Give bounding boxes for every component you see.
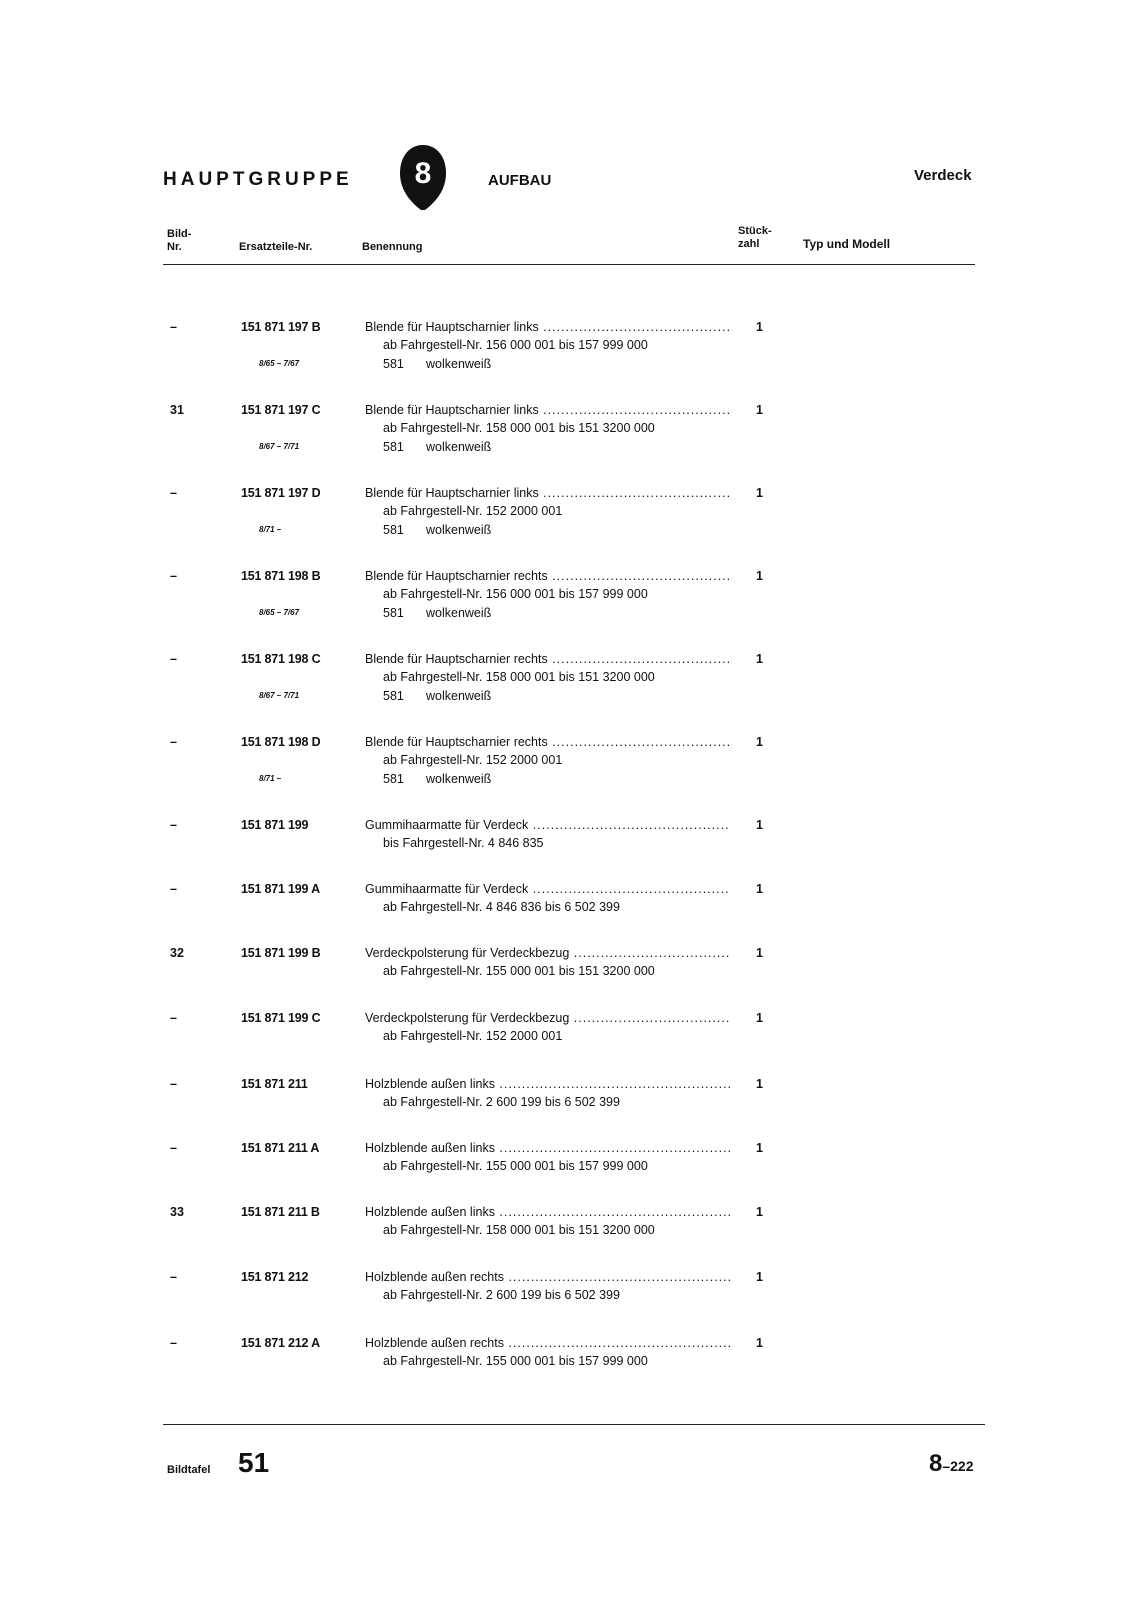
part-description: Blende für Hauptscharnier links .....	[365, 486, 730, 500]
chassis-range: ab Fahrgestell-Nr. 158 000 001 bis 151 3200 000	[383, 421, 655, 435]
quantity: 1	[756, 1205, 763, 1219]
table-row	[0, 1270, 1135, 1340]
validity-date: 8/71 –	[259, 774, 282, 783]
bild-nr: –	[170, 569, 177, 583]
bild-nr: –	[170, 486, 177, 500]
validity-date: 8/71 –	[259, 525, 282, 534]
bild-nr: –	[170, 735, 177, 749]
part-description: Verdeckpolsterung für Verdeckbezug .....	[365, 946, 730, 960]
column-bild-nr-line1: Bild-	[167, 228, 192, 240]
part-number: 151 871 199 A	[241, 882, 320, 896]
part-description: Blende für Hauptscharnier rechts .....	[365, 569, 730, 583]
part-description: Holzblende außen rechts .....	[365, 1270, 730, 1284]
chassis-range: ab Fahrgestell-Nr. 2 600 199 bis 6 502 399	[383, 1288, 620, 1302]
chassis-range: ab Fahrgestell-Nr. 155 000 001 bis 157 999 000	[383, 1159, 648, 1173]
header-rule	[163, 264, 975, 265]
part-number: 151 871 211 A	[241, 1141, 320, 1155]
group-label: HAUPTGRUPPE	[163, 169, 353, 190]
table-row	[0, 652, 1135, 722]
color-code: 581	[383, 357, 404, 371]
table-row	[0, 882, 1135, 952]
column-quantity-line1: Stück-	[738, 225, 772, 237]
part-number: 151 871 212 A	[241, 1336, 320, 1350]
chassis-range: ab Fahrgestell-Nr. 4 846 836 bis 6 502 399	[383, 900, 620, 914]
bild-nr: –	[170, 1077, 177, 1091]
chassis-range: ab Fahrgestell-Nr. 152 2000 001	[383, 1029, 563, 1043]
page-number-major: 8	[929, 1450, 943, 1477]
table-row	[0, 1077, 1135, 1147]
table-row	[0, 403, 1135, 473]
column-name: Benennung	[362, 241, 423, 253]
color-name: wolkenweiß	[426, 606, 492, 620]
column-part-number: Ersatzteile-Nr.	[239, 241, 313, 253]
bild-nr: –	[170, 1141, 177, 1155]
chassis-range: bis Fahrgestell-Nr. 4 846 835	[383, 836, 544, 850]
chassis-range: ab Fahrgestell-Nr. 156 000 001 bis 157 999 000	[383, 338, 648, 352]
color-line	[383, 689, 491, 703]
chassis-range: ab Fahrgestell-Nr. 158 000 001 bis 151 3200 000	[383, 670, 655, 684]
table-row	[0, 320, 1135, 390]
part-number: 151 871 197 C	[241, 403, 321, 417]
quantity: 1	[756, 1336, 763, 1350]
quantity: 1	[756, 882, 763, 896]
quantity: 1	[756, 735, 763, 749]
bild-nr: –	[170, 652, 177, 666]
quantity: 1	[756, 1141, 763, 1155]
column-bild-nr-line2: Nr.	[167, 241, 182, 253]
part-description: Blende für Hauptscharnier rechts .....	[365, 652, 730, 666]
group-name: AUFBAU	[488, 172, 552, 189]
color-line	[383, 523, 491, 537]
table-row	[0, 1011, 1135, 1081]
part-number: 151 871 211 B	[241, 1205, 320, 1219]
part-number: 151 871 198 C	[241, 652, 321, 666]
part-description: Blende für Hauptscharnier links .....	[365, 320, 730, 334]
quantity: 1	[756, 1011, 763, 1025]
part-description: Blende für Hauptscharnier rechts .....	[365, 735, 730, 749]
page-number-minor: –222	[942, 1458, 974, 1474]
color-line	[383, 606, 491, 620]
color-name: wolkenweiß	[426, 523, 492, 537]
chassis-range: ab Fahrgestell-Nr. 158 000 001 bis 151 3200 000	[383, 1223, 655, 1237]
part-number: 151 871 197 B	[241, 320, 321, 334]
group-number: 8	[414, 157, 432, 190]
color-code: 581	[383, 606, 404, 620]
part-description: Gummihaarmatte für Verdeck .....	[365, 882, 730, 896]
quantity: 1	[756, 1077, 763, 1091]
bild-nr: 33	[170, 1205, 184, 1219]
section-title: Verdeck	[914, 167, 972, 184]
validity-date: 8/67 – 7/71	[259, 442, 300, 451]
bild-nr: 32	[170, 946, 184, 960]
bildtafel-label: Bildtafel	[167, 1464, 211, 1476]
bild-nr: –	[170, 1011, 177, 1025]
part-number: 151 871 199 B	[241, 946, 321, 960]
color-code: 581	[383, 689, 404, 703]
color-line	[383, 440, 491, 454]
quantity: 1	[756, 818, 763, 832]
part-description: Holzblende außen links .....	[365, 1077, 730, 1091]
quantity: 1	[756, 486, 763, 500]
bildtafel-number: 51	[238, 1447, 270, 1478]
table-row	[0, 1141, 1135, 1211]
table-row	[0, 1336, 1135, 1406]
part-number: 151 871 212	[241, 1270, 309, 1284]
color-name: wolkenweiß	[426, 440, 492, 454]
color-name: wolkenweiß	[426, 689, 492, 703]
part-number: 151 871 198 D	[241, 735, 321, 749]
chassis-range: ab Fahrgestell-Nr. 152 2000 001	[383, 504, 563, 518]
table-row	[0, 486, 1135, 556]
group-number-badge	[399, 143, 447, 211]
part-number: 151 871 211	[241, 1077, 308, 1091]
validity-date: 8/67 – 7/71	[259, 691, 300, 700]
part-description: Blende für Hauptscharnier links .....	[365, 403, 730, 417]
validity-date: 8/65 – 7/67	[259, 359, 300, 368]
part-description: Holzblende außen links .....	[365, 1205, 730, 1219]
chassis-range: ab Fahrgestell-Nr. 156 000 001 bis 157 999 000	[383, 587, 648, 601]
quantity: 1	[756, 1270, 763, 1284]
column-quantity-line2: zahl	[738, 238, 760, 250]
color-code: 581	[383, 440, 404, 454]
quantity: 1	[756, 946, 763, 960]
chassis-range: ab Fahrgestell-Nr. 155 000 001 bis 151 3200 000	[383, 964, 655, 978]
part-description: Verdeckpolsterung für Verdeckbezug .....	[365, 1011, 730, 1025]
color-name: wolkenweiß	[426, 357, 492, 371]
bild-nr: –	[170, 818, 177, 832]
quantity: 1	[756, 569, 763, 583]
footer-rule	[163, 1424, 985, 1425]
column-bild-nr	[167, 228, 191, 254]
bild-nr: –	[170, 1336, 177, 1350]
color-name: wolkenweiß	[426, 772, 492, 786]
table-row	[0, 946, 1135, 1016]
bild-nr: 31	[170, 403, 184, 417]
color-code: 581	[383, 772, 404, 786]
page-number	[929, 1450, 974, 1478]
part-number: 151 871 199 C	[241, 1011, 321, 1025]
bild-nr: –	[170, 1270, 177, 1284]
color-line	[383, 772, 491, 786]
quantity: 1	[756, 403, 763, 417]
quantity: 1	[756, 652, 763, 666]
column-quantity	[738, 225, 772, 251]
chassis-range: ab Fahrgestell-Nr. 2 600 199 bis 6 502 399	[383, 1095, 620, 1109]
table-row	[0, 569, 1135, 639]
bild-nr: –	[170, 320, 177, 334]
table-row	[0, 1205, 1135, 1275]
validity-date: 8/65 – 7/67	[259, 608, 300, 617]
color-code: 581	[383, 523, 404, 537]
part-description: Holzblende außen links .....	[365, 1141, 730, 1155]
bild-nr: –	[170, 882, 177, 896]
part-number: 151 871 197 D	[241, 486, 321, 500]
part-number: 151 871 199	[241, 818, 309, 832]
part-number: 151 871 198 B	[241, 569, 321, 583]
table-row	[0, 818, 1135, 888]
chassis-range: ab Fahrgestell-Nr. 152 2000 001	[383, 753, 563, 767]
chassis-range: ab Fahrgestell-Nr. 155 000 001 bis 157 999 000	[383, 1354, 648, 1368]
quantity: 1	[756, 320, 763, 334]
table-row	[0, 735, 1135, 805]
color-line	[383, 357, 491, 371]
column-model: Typ und Modell	[803, 237, 891, 251]
part-description: Holzblende außen rechts .....	[365, 1336, 730, 1350]
part-description: Gummihaarmatte für Verdeck .....	[365, 818, 730, 832]
